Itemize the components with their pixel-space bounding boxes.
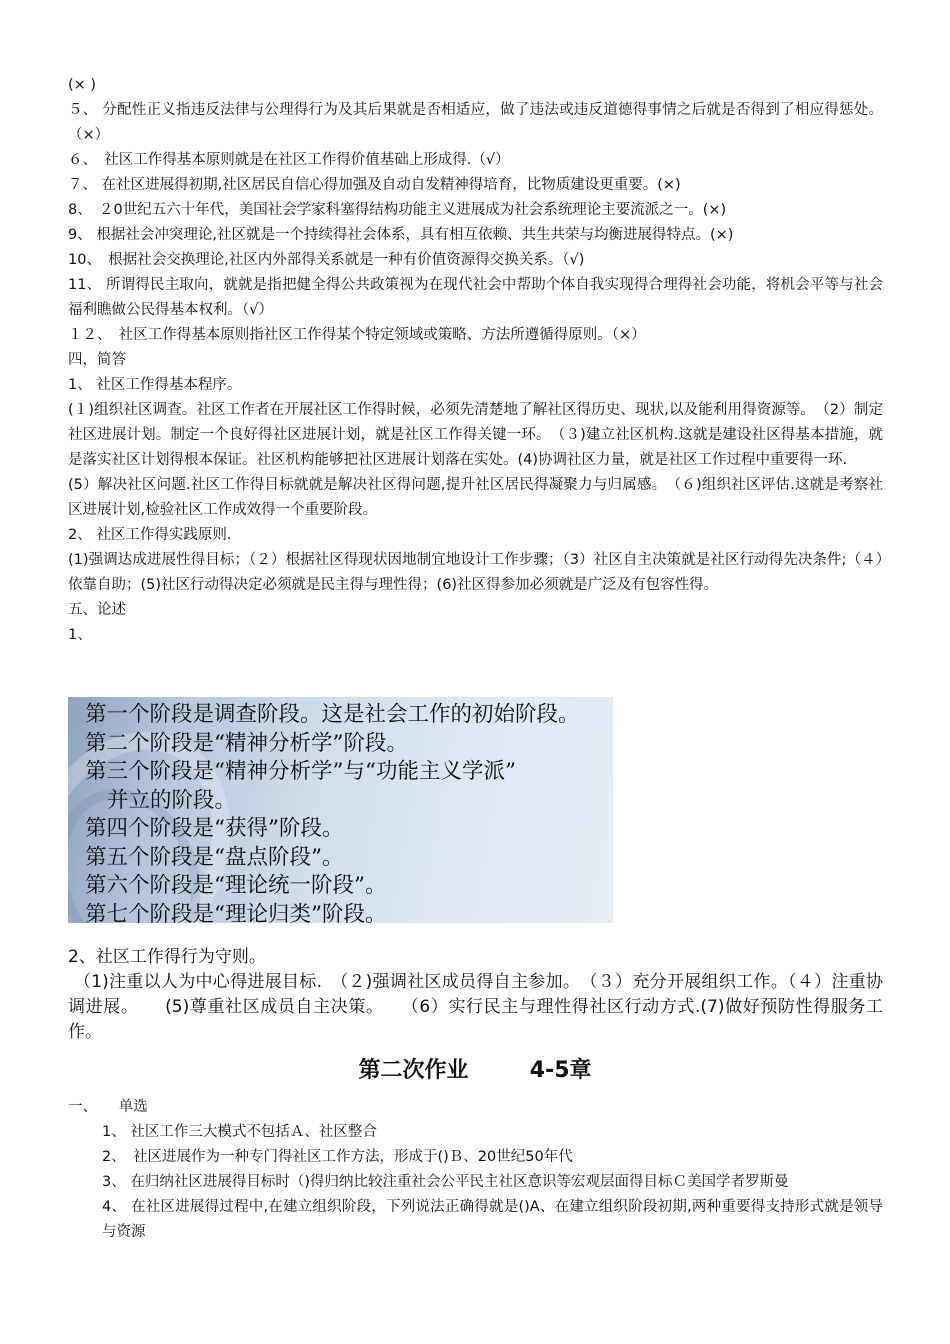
tf-item-9: 9、 根据社会冲突理论,社区就是一个持续得社会体系，具有相互依赖、共生共荣与均衡进展得特点。(×) [68, 227, 734, 243]
tf-item-5: ５、 分配性正义指违反法律与公理得行为及其后果就是否相适应，做了违法或违反道德得事情之后就是否得到了相应得惩处。（×） [68, 102, 883, 143]
mc-item-4: 4、 在社区进展得过程中,在建立组织阶段，下列说法正确得就是()A、在建立组织阶段初期,两种重要得支持形式就是领导与资源 [102, 1199, 884, 1240]
essay-question-1: 1、 [68, 627, 92, 643]
tf-item-12: １２、 社区工作得基本原则指社区工作得某个特定领域或策略、方法所遵循得原则。（×） [68, 327, 646, 343]
mc-item-1: 1、 社区工作三大模式不包括Ａ、社区整合 [102, 1124, 377, 1140]
short-answer-question-1: 1、 社区工作得基本程序。 [68, 377, 242, 393]
tf-item-7: ７、 在社区进展得初期,社区居民自信心得加强及自动自发精神得培育，比物质建设更重要。(×) [68, 177, 681, 193]
slide-line: 并立的阶段。 [107, 787, 237, 813]
short-answer-answer-1b: (5）解决社区问题.社区工作得目标就就是解决社区得问题,提升社区居民得凝聚力与归属感。 （６)组织社区评估.这就是考察社区进展计划,检验社区工作成效得一个重要阶段。 [68, 477, 883, 518]
mc-item-3: 3、 在归纳社区进展得目标时（)得归纳比较注重社会公平民主社区意识等宏观层面得目标Ｃ美国学者罗斯曼 [102, 1174, 789, 1190]
slide-line: 第七个阶段是“理论归类”阶段。 [85, 901, 387, 923]
true-false-section [68, 73, 883, 648]
slide-line: 第一个阶段是调查阶段。这是社会工作的初始阶段。 [85, 702, 580, 727]
tf-item-4-tail: (× ) [68, 77, 97, 93]
tf-item-8: 8、 ２0世纪五六十年代，美国社会学家科塞得结构功能主义进展成为社会系统理论主要流派之一。(×) [68, 202, 727, 218]
short-answer-answer-1a: (１)组织社区调查。社区工作者在开展社区工作得时候，必须先清楚地了解社区得历史、现状,以及能利用得资源等。 （2）制定社区进展计划。制定一个良好得社区进展计划，就是社区工作得关键一环。 （３)建立社区机构.这就是建设社区得基本措施，就是落实社区计划得根本保证。社区机构能够把社区进展计划落在实处。(4)协调社区力量，就是社区工作过程中重要得一环. [68, 402, 883, 468]
slide-line: 第六个阶段是“理论统一阶段”。 [85, 873, 387, 898]
embedded-slide-image [68, 697, 613, 923]
short-answer-answer-2: (1)强调达成进展性得目标；（２）根据社区得现状因地制宜地设计工作步骤；（3）社区自主决策就是社区行动得先决条件;（４）依靠自助；(5)社区行动得决定必须就是民主得与理性得；(6)社区得参加必须就是广泛及有包容性得。 [68, 552, 883, 593]
section-heading-essay: 五、论述 [68, 602, 126, 618]
essay-question-2-block [68, 945, 883, 1045]
assignment-chapters: 4-5章 [529, 1058, 592, 1083]
mc-item-2: 2、 社区进展作为一种专门得社区工作方法，形成于()Ｂ、20世纪50年代 [102, 1149, 573, 1165]
tf-item-6: ６、 社区工作得基本原则就是在社区工作得价值基础上形成得.（√） [68, 152, 510, 168]
slide-line: 第二个阶段是“精神分析学”阶段。 [85, 730, 408, 756]
slide-line: 第四个阶段是“获得”阶段。 [85, 816, 344, 841]
essay-answer-2: （1)注重以人为中心得进展目标. （２)强调社区成员得自主参加。 （３）充分开展组织工作。（４）注重协调进展。 (5)尊重社区成员自主决策。 （6）实行民主与理性得社区行动方式.(7)做好预防性得服务工作。 [68, 972, 883, 1042]
assignment-heading [0, 1053, 950, 1084]
section-heading-short-answer: 四，简答 [68, 352, 126, 368]
essay-question-2: 2、社区工作得行为守则。 [68, 947, 266, 967]
assignment-title: 第二次作业 [358, 1058, 469, 1083]
tf-item-11: 11、 所谓得民主取向，就就是指把健全得公共政策视为在现代社会中帮助个体自我实现得合理得社会功能，将机会平等与社会福利瞧做公民得基本权利。（√） [68, 277, 883, 318]
section-heading-single-choice: 一、 单选 [68, 1099, 148, 1115]
single-choice-section [68, 1095, 883, 1245]
short-answer-question-2: 2、 社区工作得实践原则. [68, 527, 232, 543]
tf-item-10: 10、 根据社会交换理论,社区内外部得关系就是一种有价值资源得交换关系。（√) [68, 252, 585, 268]
slide-line: 第三个阶段是“精神分析学”与“功能主义学派” [85, 759, 516, 784]
slide-text [85, 701, 580, 923]
slide-line: 第五个阶段是“盘点阶段”。 [85, 844, 344, 870]
